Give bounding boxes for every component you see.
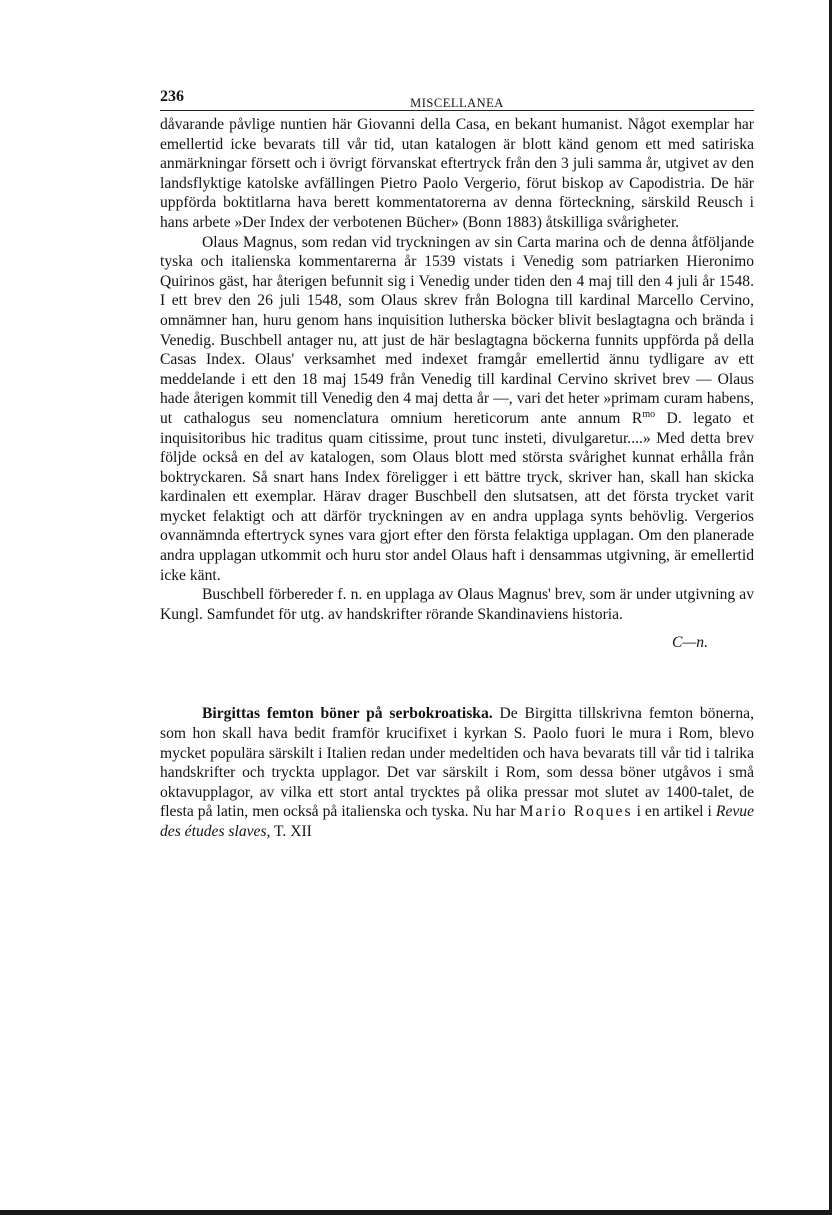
paragraph-2 [160, 233, 754, 586]
author-name: Mario Roques [519, 803, 633, 821]
birgitta-text-a: De Birgitta tillskrivna femton bönerna, som hon skall hava bedit framför krucifixet i kyrkan S. Paolo fuori le mura i Rom, blevo mycket populära särskilt i Italien redan under medeltiden och hava bevarats till vår tid i talrika handskrifter och tryckta upplagor. Det var särskilt i Rom, som dessa böner utgåvos i små oktavupplagor, av vilka ett stort antal trycktes på olika pressar mot slutet av 1400-talet, de flesta på latin, men också på italienska och tyska. Nu har [160, 705, 754, 821]
article-birgitta [160, 704, 754, 841]
paragraph-1: dåvarande påvlige nuntien här Giovanni della Casa, en bekant humanist. Något exemplar har emellertid icke bevarats till vår tid, utan katalogen är blott känd genom ett med satiriska anmärkningar försett och i övrigt förvanskat eftertryck från den 3 juli samma år, utgivet av den landsflyktige katolske avfällingen Pietro Paolo Vergerio, förut biskop av Capodistria. De här uppförda boktitlarna hava berett kommentatorerna av denna förteckning, särskild Reusch i hans arbete »Der Index der verbotenen Bücher» (Bonn 1883) åtskilliga svårigheter. [160, 116, 754, 231]
journal-title: Revue des études slaves, [160, 803, 755, 840]
scan-edge-bottom [0, 1210, 832, 1215]
paragraph-3: Buschbell förbereder f. n. en upplaga av Olaus Magnus' brev, som är under utgivning av Kungl. Samfundet för utg. av handskrifter rörande Skandinaviens historia. [160, 586, 754, 623]
birgitta-text-b: i en artikel i [632, 803, 716, 821]
birgitta-text-c: T. XII [270, 823, 312, 840]
paragraph-2-text-b: D. legato et inquisitoribus hic traditus quam citissime, prout tunc insteti, divulgaretur....» Med detta brev följde också en del av katalogen, som Olaus blott med största svårighet kunnat erhålla från boktryckaren. Så snart hans Index föreligger i ett bättre tryck, skriver han, skall han skicka kardinalen ett exemplar. Härav drager Buschbell den slutsatsen, att det första trycket varit mycket felaktigt och att därför tryckningen av en andra upplaga synts behövlig. Vergerios ovannämnda eftertryck synes vara gjort efter den första felaktiga upplagan. Om den planerade andra upplagan utkommit och huru stor andel Olaus haft i densammas utgivning, är emellertid icke känt. [160, 409, 754, 584]
superscript-mo: mo [642, 408, 656, 420]
paragraph-2-text-a: Olaus Magnus, som redan vid tryckningen av sin Carta marina och de denna åtföljande tyska och italienska kommentarerna år 1539 vistats i Venedig som patriarken Hieronimo Quirinos gäst, har återigen befunnit sig i Venedig under tiden den 4 maj till den 4 juli år 1548. I ett brev den 26 juli 1548, som Olaus skrev från Bologna till kardinal Marcello Cervino, omnämner han, huru genom hans inquisition lutherska böcker blivit beslagtagna och brända i Venedig. Buschbell antager nu, att just de här beslagtagna böckerna funnits uppförda på della Casas Index. Olaus' verksamhet med indexet framgår emellertid ännu tydligare av ett meddelande i ett den 18 maj 1549 från Venedig till kardinal Cervino skrivet brev — Olaus hade återigen kommit till Venedig den 4 maj detta år —, vari det heter »primam curam habens, ut cathalogus seu nomenclatura omnium hereticorum ante annum R [160, 233, 754, 427]
book-page [160, 86, 754, 842]
article-title: Birgittas femton böner på serbokroatiska. [202, 705, 493, 723]
page-header [160, 86, 754, 111]
page-number: 236 [160, 88, 184, 105]
running-head: MISCELLANEA [410, 96, 504, 110]
author-signature: C—n. [672, 634, 708, 652]
article-index [160, 115, 754, 624]
paragraph-birgitta [160, 704, 754, 841]
